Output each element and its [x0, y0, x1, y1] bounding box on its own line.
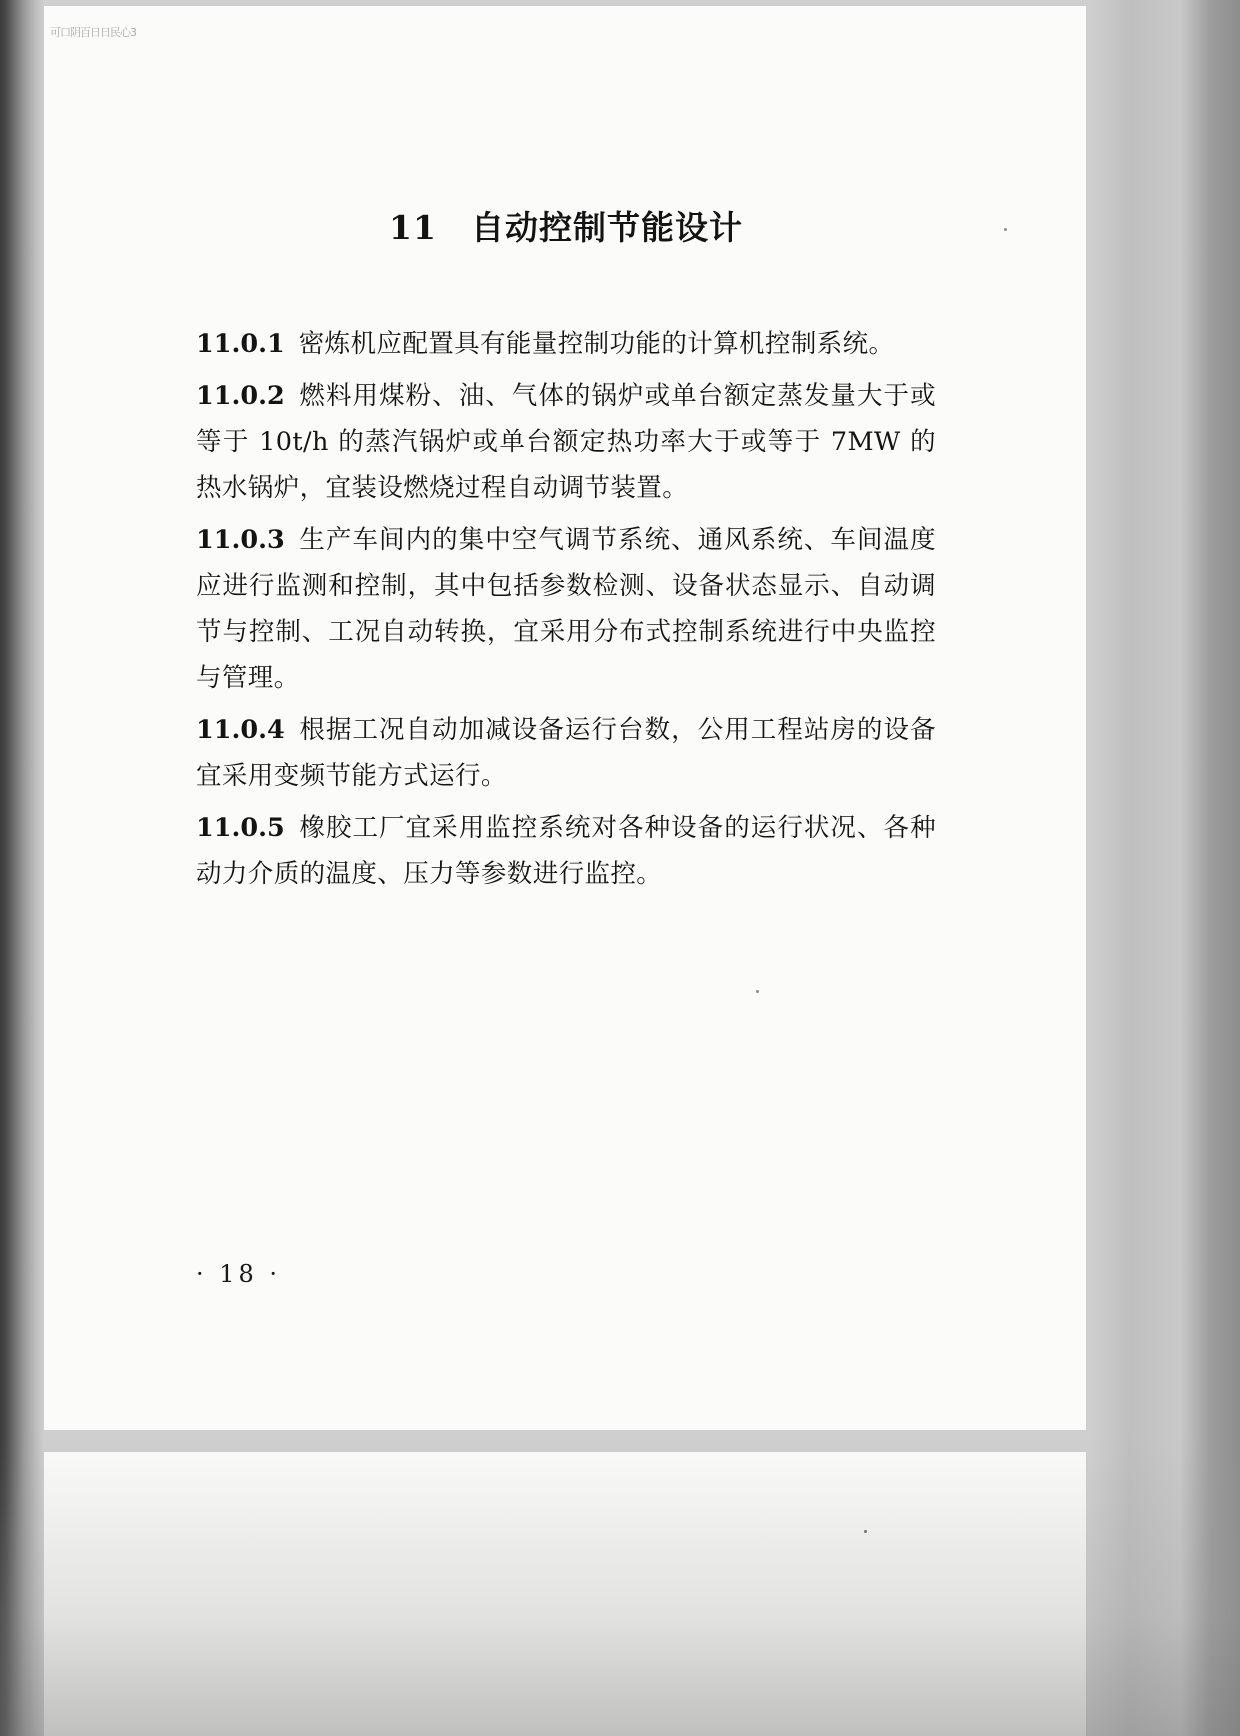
scan-background-right: [1090, 0, 1240, 1736]
clause-11-0-1: [196, 321, 936, 367]
clause-number: 11.0.5: [196, 813, 285, 843]
clause-number: 11.0.2: [196, 381, 285, 411]
chapter-heading: [196, 202, 936, 249]
clause-11-0-5: [196, 805, 936, 897]
clause-text: 橡胶工厂宜采用监控系统对各种设备的运行状况、各种动力介质的温度、压力等参数进行监控。: [196, 813, 936, 889]
clause-11-0-4: [196, 707, 936, 799]
scan-speck: [756, 990, 759, 993]
document-page: [44, 6, 1086, 1430]
clause-text: 密炼机应配置具有能量控制功能的计算机控制系统。: [298, 329, 895, 359]
clause-text: 根据工况自动加减设备运行台数，公用工程站房的设备宜采用变频节能方式运行。: [196, 715, 936, 791]
scan-speck: [864, 1530, 867, 1533]
clause-text: 燃料用煤粉、油、气体的锅炉或单台额定蒸发量大于或等于 10t/h 的蒸汽锅炉或单台额定热功率大于或等于 7MW 的热水锅炉，宜装设燃烧过程自动调节装置。: [196, 381, 936, 503]
scan-speck: [1004, 228, 1007, 231]
chapter-number: 11: [389, 208, 437, 247]
page-content: [196, 202, 936, 903]
clause-11-0-3: [196, 517, 936, 701]
scan-corner-artifact: 可口阴百日日民心3: [50, 26, 136, 39]
next-page-edge: [44, 1452, 1086, 1736]
clause-number: 11.0.4: [196, 715, 285, 745]
clause-text: 生产车间内的集中空气调节系统、通风系统、车间温度应进行监测和控制，其中包括参数检测、设备状态显示、自动调节与控制、工况自动转换，宜采用分布式控制系统进行中央监控与管理。: [196, 525, 936, 693]
page-number: · 18 ·: [196, 1260, 282, 1288]
chapter-title-text: 自动控制节能设计: [470, 208, 743, 247]
clause-number: 11.0.3: [196, 525, 285, 555]
clause-number: 11.0.1: [196, 329, 285, 359]
clause-11-0-2: [196, 373, 936, 511]
